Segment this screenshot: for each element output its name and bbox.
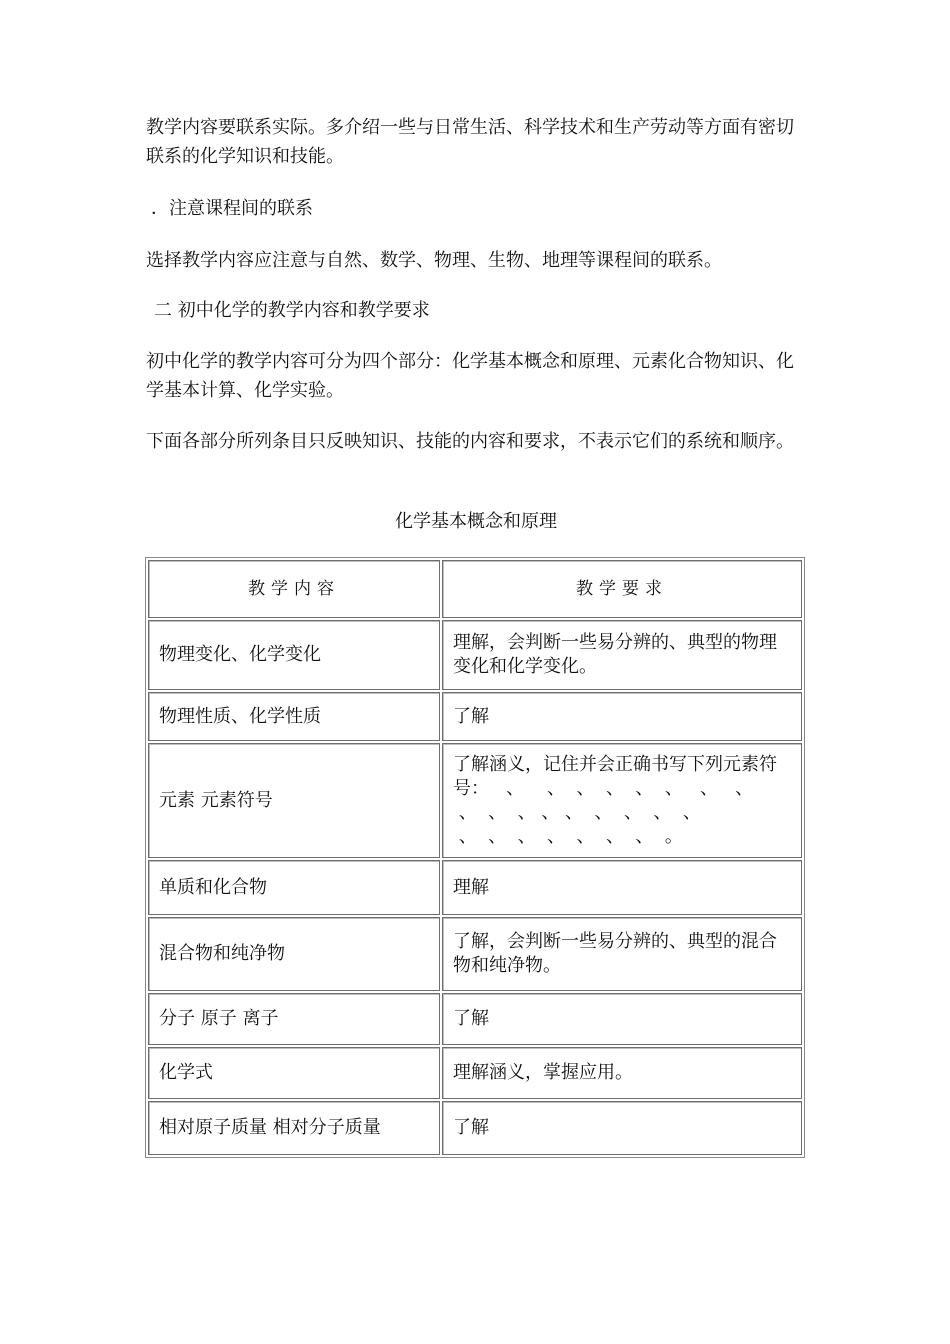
element-symbols-intro: 了解涵义，记住并会正确书写下列元素符号：: [453, 753, 777, 799]
table-row: [148, 692, 802, 741]
table-row: [148, 743, 802, 858]
table-row: [148, 860, 802, 915]
row-content: 分子 原子 离子: [148, 993, 440, 1045]
row-content: 混合物和纯净物: [148, 917, 440, 991]
table-row: [148, 1101, 802, 1155]
row-requirement: 了解，会判断一些易分辨的、典型的混合物和纯净物。: [442, 917, 802, 991]
row-requirement: 了解: [442, 1101, 802, 1155]
row-requirement: 理解涵义，掌握应用。: [442, 1047, 802, 1099]
row-requirement: 理解: [442, 860, 802, 915]
table-caption: 化学基本概念和原理: [395, 511, 557, 532]
row-content: 单质和化合物: [148, 860, 440, 915]
table-row: [148, 620, 802, 690]
row-content: 物理性质、化学性质: [148, 692, 440, 741]
heading-course-connection: ．注意课程间的联系: [151, 198, 313, 219]
paragraph-course-connection: 选择教学内容应注意与自然、数学、物理、生物、地理等课程间的联系。: [146, 250, 722, 271]
row-content: 元素 元素符号: [148, 743, 440, 858]
row-content: 化学式: [148, 1047, 440, 1099]
header-requirement: 教学要求: [442, 560, 802, 618]
row-requirement: 理解，会判断一些易分辨的、典型的物理变化和化学变化。: [442, 620, 802, 690]
row-requirement: 了解: [442, 993, 802, 1045]
element-symbols-line: 、 、 、 、 、 、 、 、: [489, 777, 754, 799]
concepts-table: [145, 557, 805, 1158]
header-content: 教学内容: [148, 560, 440, 618]
heading-section-two: 二 初中化学的教学内容和教学要求: [154, 300, 430, 321]
row-requirement: 了解: [442, 692, 802, 741]
table-header-row: [148, 560, 802, 618]
element-symbols-line: 、 、 、 、 、 、 、 。: [453, 825, 683, 847]
paragraph-relate-to-practice: 教学内容要联系实际。多介绍一些与日常生活、科学技术和生产劳动等方面有密切联系的化学知识和技能。: [146, 117, 794, 167]
element-symbols-line: 、 、 、 、 、 、 、 、 、: [453, 801, 701, 823]
table-row: [148, 1047, 802, 1099]
row-content: 相对原子质量 相对分子质量: [148, 1101, 440, 1155]
paragraph-list-note: 下面各部分所列条目只反映知识、技能的内容和要求，不表示它们的系统和顺序。: [146, 431, 794, 452]
row-content: 物理变化、化学变化: [148, 620, 440, 690]
row-requirement-element-symbols: [442, 743, 802, 858]
table-row: [148, 993, 802, 1045]
table-row: [148, 917, 802, 991]
paragraph-four-parts: 初中化学的教学内容可分为四个部分：化学基本概念和原理、元素化合物知识、化学基本计算、化学实验。: [146, 351, 794, 401]
